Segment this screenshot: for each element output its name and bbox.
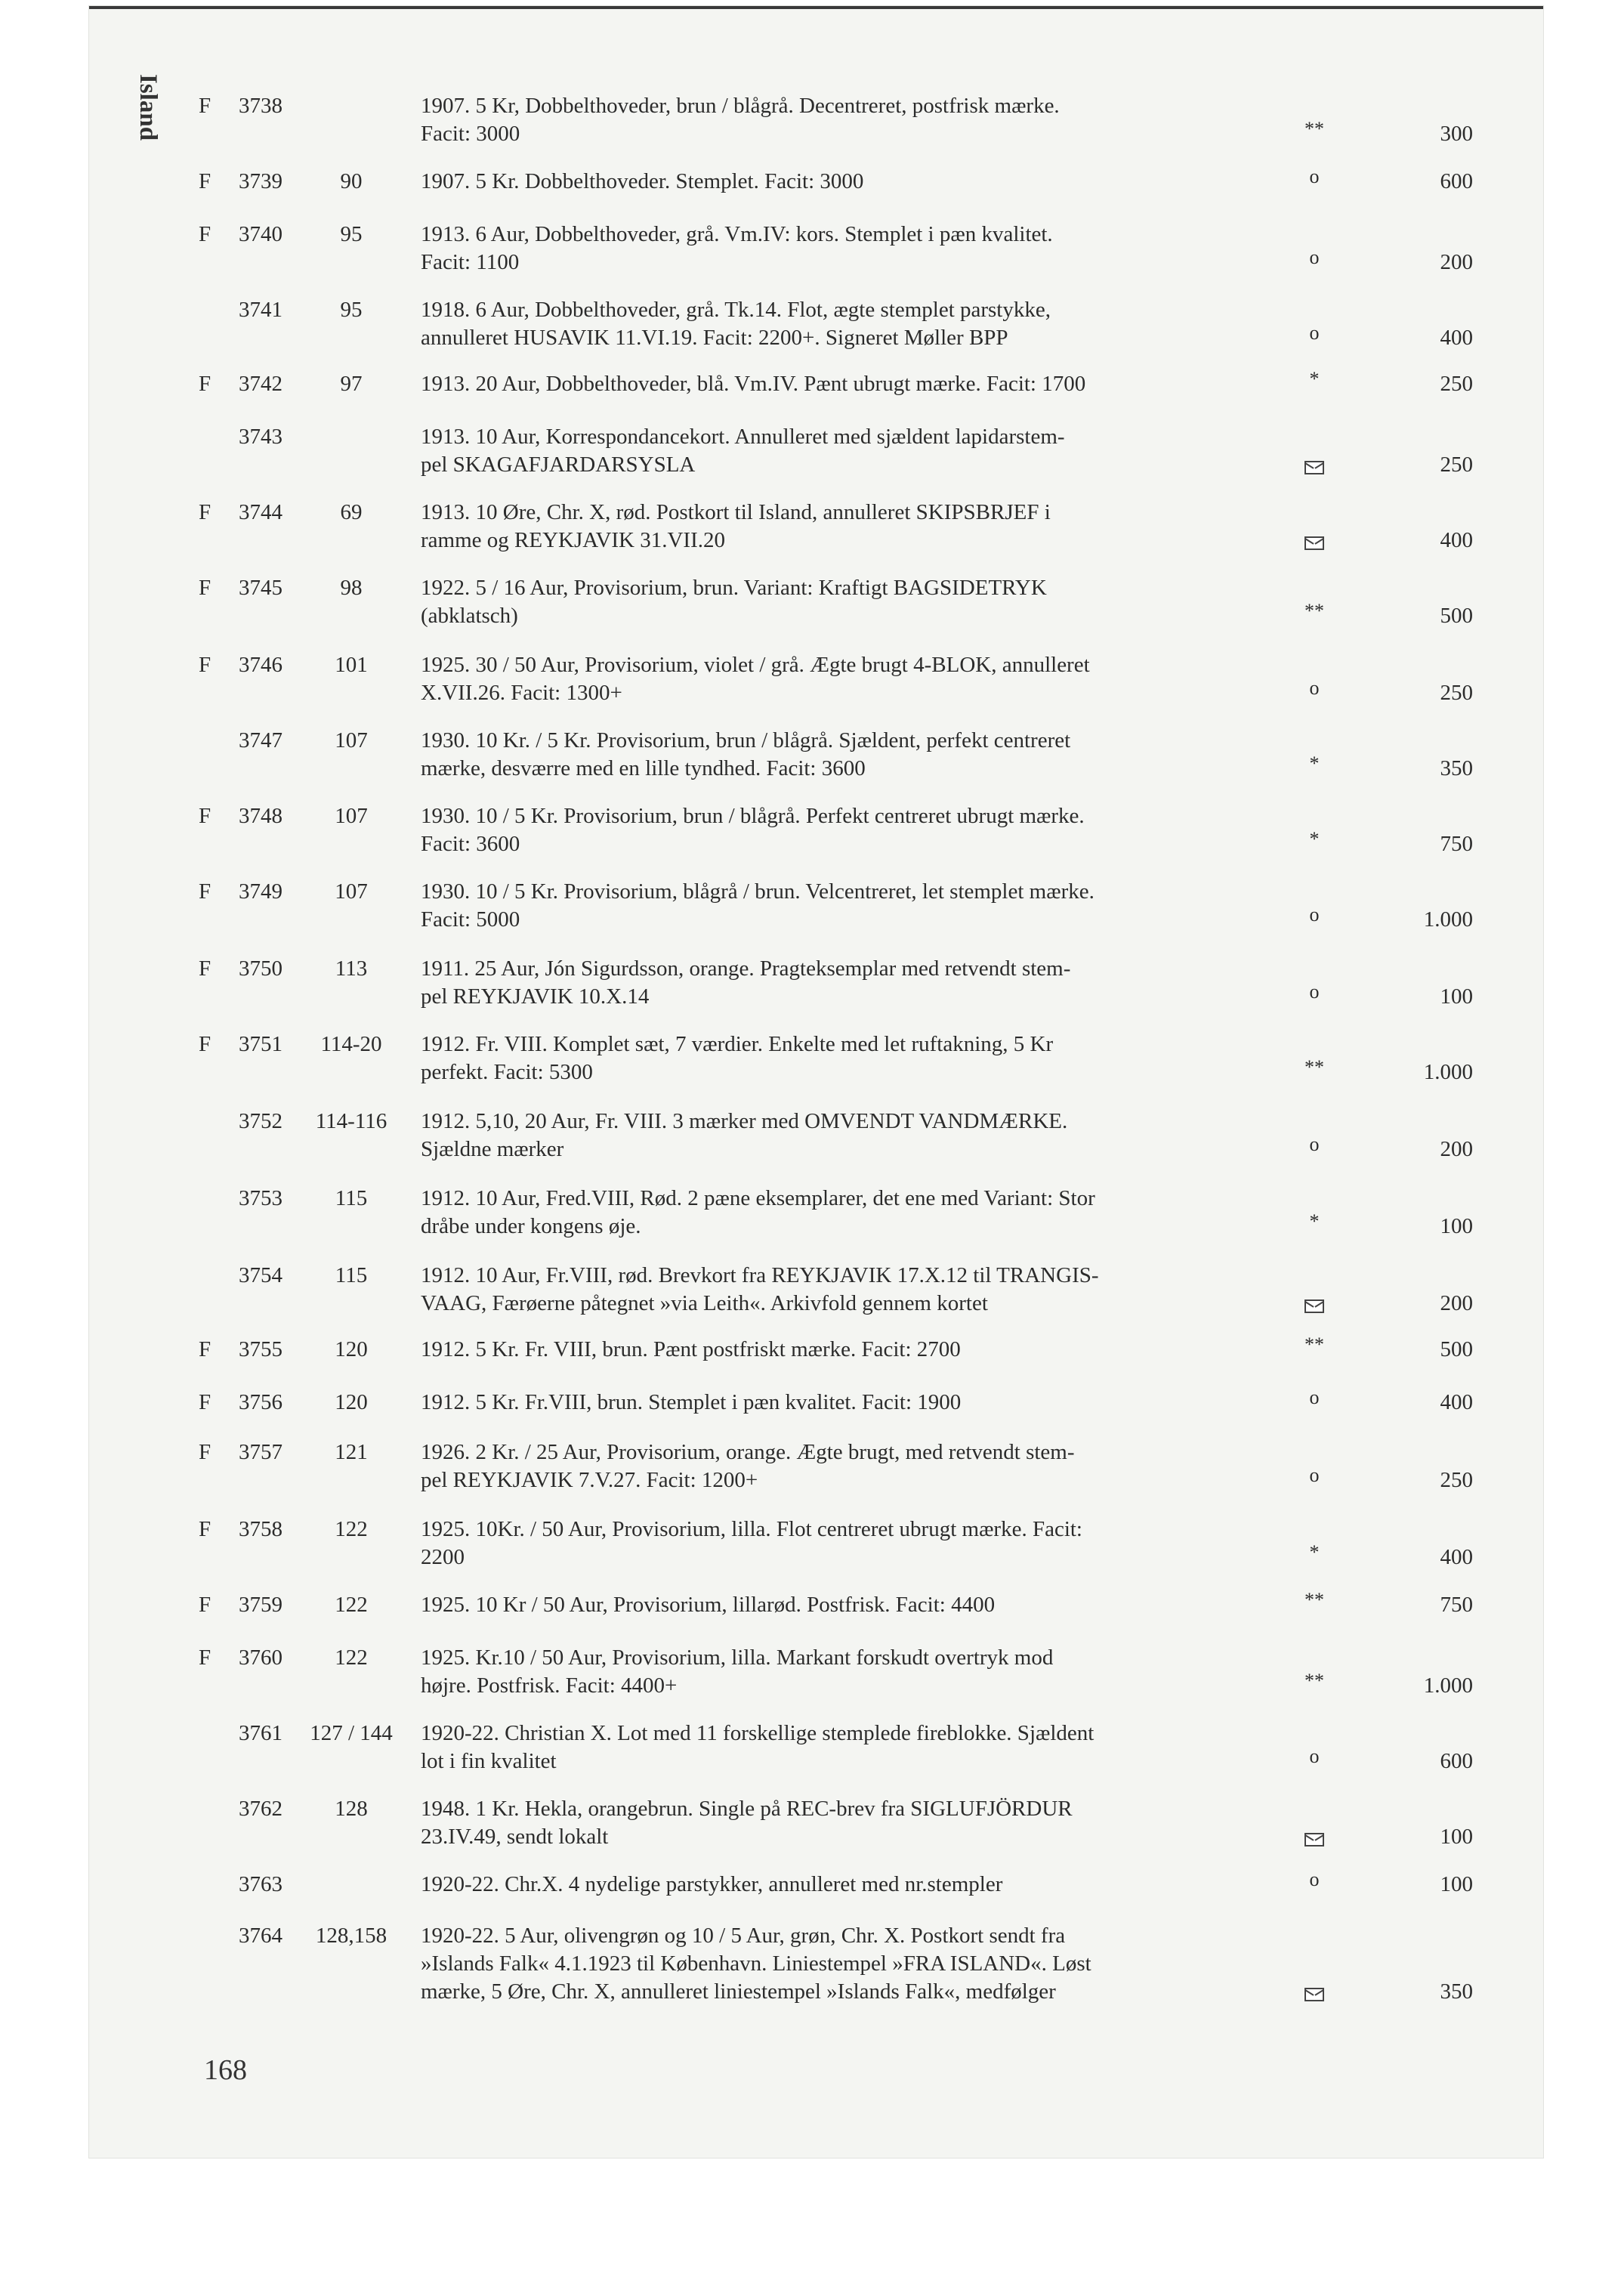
lot-number: 3743 (239, 425, 283, 449)
lot-price: 250 (1440, 1468, 1473, 1492)
lot-price: 100 (1440, 984, 1473, 1009)
lot-price: 100 (1440, 1872, 1473, 1896)
lot-number: 3750 (239, 956, 283, 981)
lot-description-line: 1912. 10 Aur, Fred.VIII, Rød. 2 pæne eksemplarer, det ene med Variant: Stor (421, 1186, 1095, 1210)
lot-row (0, 1922, 1624, 2006)
lot-number: 3752 (239, 1109, 283, 1133)
lot-number: 3756 (239, 1390, 283, 1414)
lot-description-line: 1925. 10 Kr / 50 Aur, Provisorium, lillarød. Postfrisk. Facit: 4400 (421, 1593, 996, 1617)
lot-price: 600 (1440, 1749, 1473, 1773)
catalog-ref: 114-116 (315, 1109, 387, 1133)
lot-flag: F (199, 1032, 211, 1056)
lot-description-line: 1913. 10 Øre, Chr. X, rød. Postkort til Island, annulleret SKIPSBRJEF i (421, 500, 1051, 524)
catalog-ref: 107 (335, 728, 368, 752)
lot-price: 200 (1440, 1291, 1473, 1315)
lot-row (0, 499, 1624, 583)
condition-mark: o (1309, 677, 1320, 699)
lot-description-line: 1912. 5,10, 20 Aur, Fr. VIII. 3 mærker med OMVENDT VANDMÆRKE. (421, 1109, 1068, 1133)
lot-row (0, 1262, 1624, 1346)
lot-row (0, 1108, 1624, 1191)
lot-number: 3763 (239, 1872, 283, 1896)
catalog-ref: 69 (340, 500, 363, 524)
lot-row (0, 1720, 1624, 1803)
condition-mark: ** (1304, 1670, 1324, 1692)
catalog-ref: 97 (340, 372, 363, 396)
condition-mark: o (1309, 1386, 1320, 1408)
lot-number: 3757 (239, 1440, 283, 1464)
lot-number: 3741 (239, 298, 283, 322)
lot-price: 1.000 (1423, 907, 1473, 932)
lot-number: 3758 (239, 1517, 283, 1541)
lot-description-line: højre. Postfrisk. Facit: 4400+ (421, 1673, 678, 1698)
lot-flag: F (199, 500, 211, 524)
catalog-ref: 128,158 (315, 1924, 387, 1948)
lot-price: 500 (1440, 1337, 1473, 1361)
section-label-text: Island (134, 74, 162, 141)
lot-price: 750 (1440, 1593, 1473, 1617)
lot-flag: F (199, 1337, 211, 1361)
lot-flag: F (199, 1646, 211, 1670)
lot-description-line: Facit: 3600 (421, 832, 520, 856)
lot-price: 250 (1440, 681, 1473, 705)
lot-number: 3744 (239, 500, 283, 524)
lot-number: 3739 (239, 169, 283, 193)
lot-row (0, 574, 1624, 658)
catalog-ref: 95 (340, 298, 363, 322)
lot-number: 3759 (239, 1593, 283, 1617)
lot-description-line: pel REYKJAVIK 10.X.14 (421, 984, 650, 1009)
condition-mark: o (1309, 165, 1320, 187)
lot-price: 350 (1440, 1979, 1473, 2004)
cover-envelope-icon (1284, 528, 1345, 555)
lot-row (0, 1185, 1624, 1269)
lot-row (0, 1516, 1624, 1599)
lot-row (0, 1439, 1624, 1522)
condition-mark: o (1309, 981, 1320, 1003)
lot-description-line: 1912. 5 Kr. Fr. VIII, brun. Pænt postfriskt mærke. Facit: 2700 (421, 1337, 961, 1361)
lot-description-line: 1948. 1 Kr. Hekla, orangebrun. Single på REC-brev fra SIGLUFJÖRDUR (421, 1797, 1073, 1821)
lot-description-line: 1913. 20 Aur, Dobbelthoveder, blå. Vm.IV. Pænt ubrugt mærke. Facit: 1700 (421, 372, 1086, 396)
lot-number: 3764 (239, 1924, 283, 1948)
lot-description-line: 1925. Kr.10 / 50 Aur, Provisorium, lilla. Markant forskudt overtryk mod (421, 1646, 1054, 1670)
condition-mark: ** (1304, 1589, 1324, 1611)
lot-description-line: 1920-22. 5 Aur, olivengrøn og 10 / 5 Aur, grøn, Chr. X. Postkort sendt fra (421, 1924, 1066, 1948)
lot-price: 350 (1440, 756, 1473, 780)
lot-description-line: 1930. 10 Kr. / 5 Kr. Provisorium, brun / blågrå. Sjældent, perfekt centreret (421, 728, 1071, 752)
condition-mark: o (1309, 246, 1320, 268)
lot-flag: F (199, 372, 211, 396)
lot-flag: F (199, 653, 211, 677)
condition-mark: ** (1304, 118, 1324, 140)
condition-mark: ** (1304, 600, 1324, 622)
lot-price: 250 (1440, 372, 1473, 396)
lot-row (0, 1644, 1624, 1728)
condition-mark: * (1309, 1541, 1320, 1563)
catalog-ref: 115 (335, 1263, 368, 1287)
condition-mark: o (1309, 1464, 1320, 1486)
page-number: 168 (204, 2054, 247, 2086)
lot-flag: F (199, 804, 211, 828)
lot-row (0, 296, 1624, 380)
lot-number: 3760 (239, 1646, 283, 1670)
lot-description-line: Sjældne mærker (421, 1137, 564, 1161)
condition-mark: o (1309, 322, 1320, 344)
condition-mark: o (1309, 1745, 1320, 1767)
lot-price: 300 (1440, 122, 1473, 146)
lot-description-line: 1930. 10 / 5 Kr. Provisorium, blågrå / brun. Velcentreret, let stemplet mærke. (421, 879, 1095, 904)
lot-description-line: 1925. 30 / 50 Aur, Provisorium, violet / grå. Ægte brugt 4-BLOK, annulleret (421, 653, 1090, 677)
catalog-ref: 128 (335, 1797, 368, 1821)
lot-number: 3755 (239, 1337, 283, 1361)
lot-description-line: 1918. 6 Aur, Dobbelthoveder, grå. Tk.14. Flot, ægte stemplet parstykke, (421, 298, 1051, 322)
lot-description-line: lot i fin kvalitet (421, 1749, 557, 1773)
catalog-ref: 90 (340, 169, 363, 193)
lot-number: 3745 (239, 576, 283, 600)
condition-mark: ** (1304, 1333, 1324, 1355)
lot-description-line: 1930. 10 / 5 Kr. Provisorium, brun / blågrå. Perfekt centreret ubrugt mærke. (421, 804, 1085, 828)
lot-number: 3751 (239, 1032, 283, 1056)
lot-row (0, 727, 1624, 811)
lot-row (0, 423, 1624, 507)
lot-description-line: pel REYKJAVIK 7.V.27. Facit: 1200+ (421, 1468, 758, 1492)
catalog-ref: 120 (335, 1337, 368, 1361)
lot-row (0, 92, 1624, 176)
lot-flag: F (199, 1517, 211, 1541)
lot-row (0, 221, 1624, 304)
cover-envelope-icon (1284, 1291, 1345, 1318)
lot-description-line: Facit: 3000 (421, 122, 520, 146)
condition-mark: * (1309, 1210, 1320, 1232)
lot-flag: F (199, 1593, 211, 1617)
catalog-ref: 122 (335, 1646, 368, 1670)
catalog-ref: 98 (340, 576, 363, 600)
catalog-ref: 101 (335, 653, 368, 677)
lot-number: 3738 (239, 94, 283, 118)
lot-flag: F (199, 1390, 211, 1414)
lot-flag: F (199, 1440, 211, 1464)
lot-description-line: X.VII.26. Facit: 1300+ (421, 681, 622, 705)
lot-flag: F (199, 169, 211, 193)
lot-price: 750 (1440, 832, 1473, 856)
lot-flag: F (199, 956, 211, 981)
lot-number: 3747 (239, 728, 283, 752)
lot-price: 400 (1440, 1390, 1473, 1414)
lot-flag: F (199, 222, 211, 246)
lot-number: 3740 (239, 222, 283, 246)
condition-mark: * (1309, 368, 1320, 390)
condition-mark: * (1309, 752, 1320, 774)
condition-mark: ** (1304, 1056, 1324, 1078)
lot-description-line: mærke, 5 Øre, Chr. X, annulleret liniestempel »Islands Falk«, medfølger (421, 1979, 1056, 2004)
catalog-ref: 121 (335, 1440, 368, 1464)
catalog-ref: 115 (335, 1186, 368, 1210)
lot-number: 3746 (239, 653, 283, 677)
lot-price: 400 (1440, 1545, 1473, 1569)
lot-price: 400 (1440, 326, 1473, 350)
lot-description-line: Facit: 1100 (421, 250, 520, 274)
lot-description-line: perfekt. Facit: 5300 (421, 1060, 593, 1084)
lot-description-line: (abklatsch) (421, 604, 518, 628)
lot-price: 100 (1440, 1825, 1473, 1849)
lot-row (0, 878, 1624, 962)
lot-number: 3762 (239, 1797, 283, 1821)
catalog-ref: 122 (335, 1517, 368, 1541)
condition-mark: o (1309, 1868, 1320, 1890)
lot-price: 200 (1440, 250, 1473, 274)
cover-envelope-icon (1284, 1979, 1345, 2007)
lot-price: 100 (1440, 1214, 1473, 1238)
lot-description-line: 1922. 5 / 16 Aur, Provisorium, brun. Variant: Kraftigt BAGSIDETRYK (421, 576, 1047, 600)
lot-description-line: 1912. 10 Aur, Fr.VIII, rød. Brevkort fra REYKJAVIK 17.X.12 til TRANGIS- (421, 1263, 1099, 1287)
lot-description-line: VAAG, Færøerne påtegnet »via Leith«. Arkivfold gennem kortet (421, 1291, 988, 1315)
cover-envelope-icon (1284, 1825, 1345, 1852)
lot-price: 400 (1440, 528, 1473, 552)
lot-row (0, 651, 1624, 735)
lot-description-line: 1913. 10 Aur, Korrespondancekort. Annulleret med sjældent lapidarstem- (421, 425, 1065, 449)
condition-mark: * (1309, 828, 1320, 850)
lot-description-line: annulleret HUSAVIK 11.VI.19. Facit: 2200+. Signeret Møller BPP (421, 326, 1008, 350)
lot-description-line: Facit: 5000 (421, 907, 520, 932)
lot-description-line: 23.IV.49, sendt lokalt (421, 1825, 609, 1849)
lot-description-line: pel SKAGAFJARDARSYSLA (421, 453, 696, 477)
lot-description-line: 1925. 10Kr. / 50 Aur, Provisorium, lilla. Flot centreret ubrugt mærke. Facit: (421, 1517, 1082, 1541)
lot-number: 3753 (239, 1186, 283, 1210)
lot-price: 1.000 (1423, 1060, 1473, 1084)
lot-description-line: 2200 (421, 1545, 465, 1569)
lot-number: 3761 (239, 1721, 283, 1745)
lot-description-line: 1912. Fr. VIII. Komplet sæt, 7 værdier. Enkelte med let ruftakning, 5 Kr (421, 1032, 1054, 1056)
lot-price: 250 (1440, 453, 1473, 477)
lot-price: 600 (1440, 169, 1473, 193)
lot-number: 3749 (239, 879, 283, 904)
lot-description-line: 1912. 5 Kr. Fr.VIII, brun. Stemplet i pæn kvalitet. Facit: 1900 (421, 1390, 962, 1414)
catalog-ref: 122 (335, 1593, 368, 1617)
catalog-ref: 95 (340, 222, 363, 246)
lot-flag: F (199, 879, 211, 904)
lot-row (0, 1031, 1624, 1114)
lot-number: 3748 (239, 804, 283, 828)
lot-description-line: 1920-22. Christian X. Lot med 11 forskellige stemplede fireblokke. Sjældent (421, 1721, 1095, 1745)
lot-row (0, 802, 1624, 886)
catalog-ref: 127 / 144 (310, 1721, 393, 1745)
lot-description-line: 1920-22. Chr.X. 4 nydelige parstykker, annulleret med nr.stempler (421, 1872, 1003, 1896)
cover-envelope-icon (1284, 453, 1345, 480)
lot-price: 500 (1440, 604, 1473, 628)
lot-price: 200 (1440, 1137, 1473, 1161)
lot-price: 1.000 (1423, 1673, 1473, 1698)
lot-description-line: ramme og REYKJAVIK 31.VII.20 (421, 528, 725, 552)
lot-number: 3754 (239, 1263, 283, 1287)
lot-number: 3742 (239, 372, 283, 396)
lot-flag: F (199, 94, 211, 118)
catalog-ref: 113 (335, 956, 368, 981)
lot-description-line: 1907. 5 Kr. Dobbelthoveder. Stemplet. Facit: 3000 (421, 169, 864, 193)
catalog-ref: 120 (335, 1390, 368, 1414)
catalog-ref: 107 (335, 879, 368, 904)
lot-description-line: 1907. 5 Kr, Dobbelthoveder, brun / blågrå. Decentreret, postfrisk mærke. (421, 94, 1060, 118)
lot-description-line: 1913. 6 Aur, Dobbelthoveder, grå. Vm.IV: kors. Stemplet i pæn kvalitet. (421, 222, 1053, 246)
catalog-ref: 107 (335, 804, 368, 828)
lot-description-line: »Islands Falk« 4.1.1923 til København. Liniestempel »FRA ISLAND«. Løst (421, 1952, 1091, 1976)
catalog-ref: 114-20 (320, 1032, 382, 1056)
condition-mark: o (1309, 1133, 1320, 1155)
lot-description-line: dråbe under kongens øje. (421, 1214, 641, 1238)
lot-description-line: 1911. 25 Aur, Jón Sigurdsson, orange. Pragteksemplar med retvendt stem- (421, 956, 1071, 981)
lot-flag: F (199, 576, 211, 600)
lot-description-line: mærke, desværre med en lille tyndhed. Facit: 3600 (421, 756, 866, 780)
condition-mark: o (1309, 904, 1320, 926)
lot-row (0, 1795, 1624, 1879)
lot-row (0, 955, 1624, 1039)
lot-description-line: 1926. 2 Kr. / 25 Aur, Provisorium, orange. Ægte brugt, med retvendt stem- (421, 1440, 1075, 1464)
